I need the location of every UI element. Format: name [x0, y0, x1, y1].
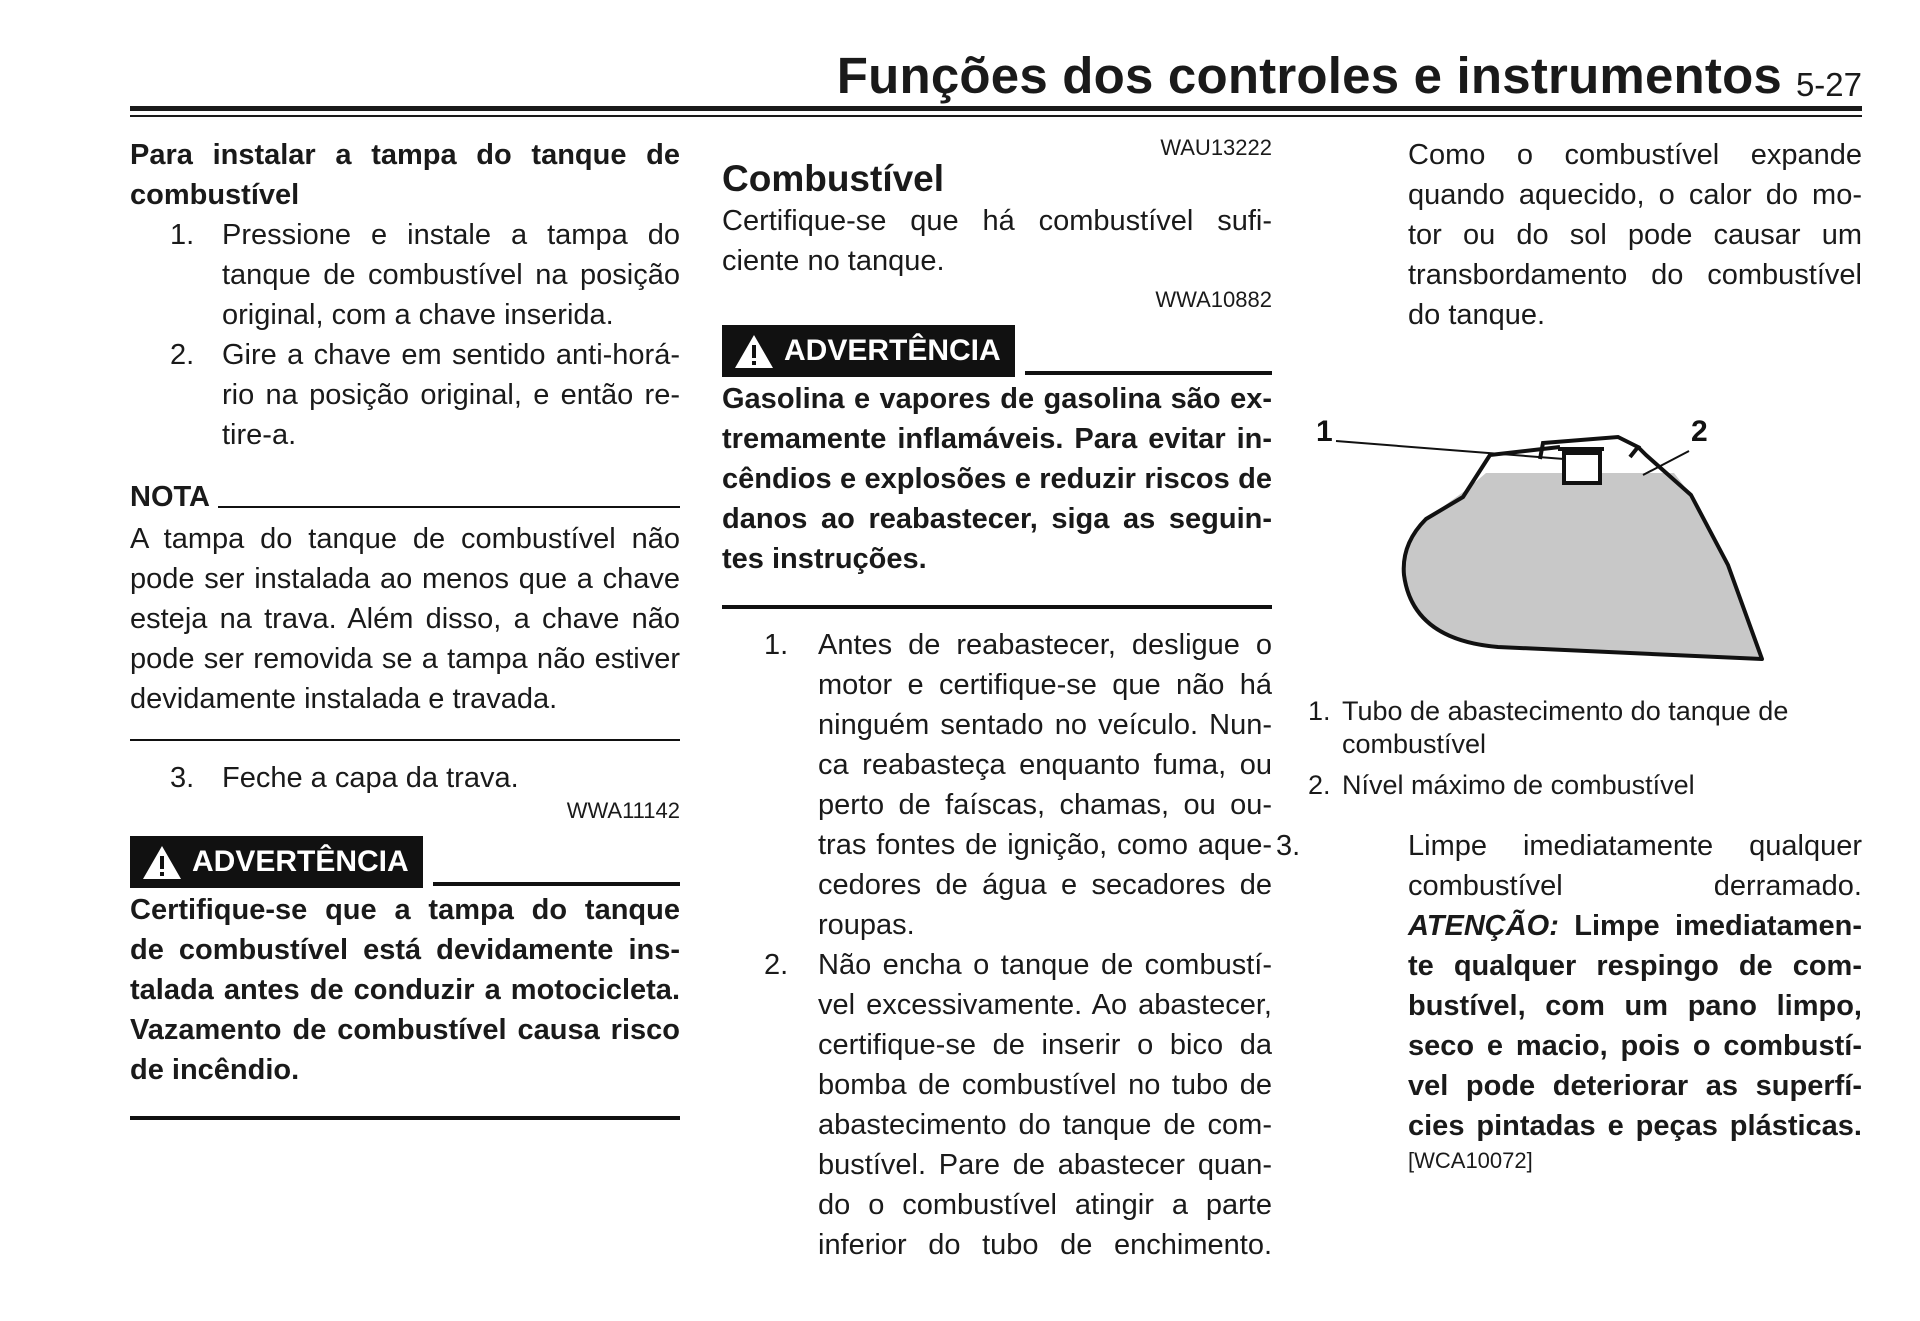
- header-rule-thin: [130, 115, 1862, 117]
- step-line: Antes de reabastecer, desligue o: [818, 629, 1272, 661]
- nota-line: esteja na trava. Além disso, a chave não: [130, 603, 680, 635]
- step-line: inferior do tubo de enchimento.: [818, 1229, 1272, 1261]
- install-step-1: [130, 215, 680, 335]
- step-line: Pressione e instale a tampa do: [222, 219, 680, 251]
- warning-line: Vazamento de combustível causa risco: [130, 1014, 680, 1046]
- install-step-2: [130, 335, 680, 455]
- step-line: Limpe imediatamente qualquer: [1408, 830, 1862, 862]
- figure-captions: [1308, 695, 1862, 802]
- warning-line: de combustível está devidamente ins-: [130, 934, 680, 966]
- figure-label-2: 2: [1691, 415, 1708, 448]
- step-line: do o combustível atingir a parte: [818, 1189, 1272, 1221]
- continued-text: [1316, 135, 1862, 335]
- warning-line: Certifique-se que a tampa do tanque: [130, 894, 680, 926]
- step-line: rio na posição original, e então re-: [222, 379, 680, 411]
- warning-rule: [433, 882, 680, 886]
- step-line: tanque de combustível na posição: [222, 259, 680, 291]
- figure-caption-1: [1308, 695, 1862, 761]
- attention-line: bustível, com um pano limpo,: [1408, 990, 1862, 1022]
- step-number: 1.: [764, 629, 789, 661]
- nota-line: pode ser removida se a tampa não estiver: [130, 643, 680, 675]
- step-number: 2.: [170, 339, 195, 371]
- install-heading-line: combustível: [130, 179, 300, 211]
- warning-triangle-icon: [734, 334, 774, 369]
- step-line: bomba de combustível no tubo de: [818, 1069, 1272, 1101]
- page-number: 5-27: [1795, 66, 1862, 103]
- step-line: original, com a chave inserida.: [222, 299, 614, 331]
- step-line: ca reabasteça enquanto fuma, ou: [818, 749, 1272, 781]
- warning-body: [130, 890, 680, 1090]
- step-line: perto de faíscas, chamas, ou ou-: [818, 789, 1272, 821]
- step-line: abastecimento do tanque de com-: [818, 1109, 1272, 1141]
- page-title: Funções dos controles e instrumentos: [836, 47, 1782, 104]
- warning-label: ADVERTÊNCIA: [784, 334, 1001, 367]
- column-middle: [722, 135, 1272, 1265]
- step-line: roupas.: [818, 909, 915, 941]
- fuel-step-2: [722, 945, 1272, 1265]
- step-line: ninguém sentado no veículo. Nun-: [818, 709, 1272, 741]
- step-line: vel excessivamente. Ao abastecer,: [818, 989, 1272, 1021]
- nota-rule: [218, 506, 680, 508]
- warning-rule: [1025, 371, 1272, 375]
- continued-line: transbordamento do combustível: [1408, 259, 1862, 291]
- step-line: Feche a capa da trava.: [222, 762, 519, 794]
- figure-label-1: 1: [1316, 415, 1333, 448]
- step-line: combustível derramado.: [1408, 870, 1862, 902]
- warning-line: tremamente inflamáveis. Para evitar in-: [722, 423, 1272, 455]
- step-line: bustível. Pare de abastecer quan-: [818, 1149, 1272, 1181]
- warning-triangle-icon: [142, 845, 182, 880]
- caption-number: 1.: [1308, 696, 1331, 726]
- attention-line: vel pode deteriorar as superfí-: [1408, 1070, 1862, 1102]
- attention-block: [1316, 906, 1862, 1146]
- attention-line: [1408, 906, 1862, 946]
- step-line: certifique-se de inserir o bico da: [818, 1029, 1272, 1061]
- attention-line: seco e macio, pois o combustí-: [1408, 1030, 1862, 1062]
- warning-body: [722, 379, 1272, 579]
- continued-line: tor ou do sol pode causar um: [1408, 219, 1862, 251]
- caption-line: Nível máximo de combustível: [1342, 770, 1695, 800]
- fuel-tank-figure: [1316, 335, 1862, 695]
- nota-label: NOTA: [130, 481, 211, 513]
- step-line: Não encha o tanque de combustí-: [818, 949, 1272, 981]
- reference-code: [WCA10072]: [1408, 1148, 1533, 1173]
- warning-line: Gasolina e vapores de gasolina são ex-: [722, 383, 1272, 415]
- warning-line: tes instruções.: [722, 543, 927, 575]
- warning-line: de incêndio.: [130, 1054, 300, 1086]
- step-line: cedores de água e secadores de: [818, 869, 1272, 901]
- step-number: 3.: [1276, 830, 1301, 862]
- caption-number: 2.: [1308, 770, 1331, 800]
- step-line: tire-a.: [222, 419, 297, 451]
- continued-line: do tanque.: [1408, 299, 1546, 331]
- warning-code: WWA10882: [1155, 287, 1272, 312]
- intro-line: Certifique-se que há combustível sufi-: [722, 205, 1272, 237]
- column-right: [1276, 135, 1863, 1176]
- attention-line: cies pintadas e peças plásticas.: [1408, 1110, 1862, 1142]
- warning-line: cêndios e explosões e reduzir riscos de: [722, 463, 1272, 495]
- step-number: 2.: [764, 949, 789, 981]
- step-line: tras fontes de ignição, como aque-: [818, 829, 1272, 861]
- warning-badge: [722, 325, 1015, 377]
- section-code: WAU13222: [1160, 135, 1272, 160]
- warning-code: WWA11142: [566, 798, 680, 823]
- step-number: 3.: [170, 762, 195, 794]
- figure-caption-2: [1308, 769, 1862, 802]
- header-rule-thick: [130, 106, 1862, 111]
- nota-body: [130, 519, 680, 719]
- attention-line: te qualquer respingo de com-: [1408, 950, 1862, 982]
- fuel-tank-illustration: [1316, 335, 1862, 695]
- caption-line: combustível: [1342, 729, 1487, 759]
- continued-line: Como o combustível expande: [1408, 139, 1862, 171]
- nota-line: pode ser instalada ao menos que a chave: [130, 563, 680, 595]
- warning-header: [130, 836, 680, 888]
- nota-header: [130, 477, 680, 517]
- warning-line: talada antes de conduzir a motocicleta.: [130, 974, 680, 1006]
- filler-tube: [1564, 453, 1600, 483]
- attention-label: ATENÇÃO:: [1408, 910, 1559, 942]
- step-line: Gire a chave em sentido anti-horá-: [222, 339, 680, 371]
- column-left: [130, 135, 680, 1120]
- step-number: 1.: [170, 219, 195, 251]
- caption-line: Tubo de abastecimento do tanque de: [1342, 696, 1789, 726]
- nota-line: devidamente instalada e travada.: [130, 683, 558, 715]
- install-step-3: [130, 758, 680, 798]
- warning-label: ADVERTÊNCIA: [192, 845, 409, 878]
- fuel-step-1: [722, 625, 1272, 945]
- continued-line: quando aquecido, o calor do mo-: [1408, 179, 1862, 211]
- warning-header: [722, 325, 1272, 377]
- warning-end-rule: [130, 1116, 680, 1120]
- fuel-step-3: [1276, 826, 1862, 906]
- step-line: motor e certifique-se que não há: [818, 669, 1272, 701]
- attention-first: Limpe imediatamen-: [1574, 910, 1863, 942]
- nota-line: A tampa do tanque de combustível não: [130, 523, 680, 555]
- warning-line: danos ao reabastecer, siga as seguin-: [722, 503, 1272, 535]
- warning-badge: [130, 836, 423, 888]
- intro-line: ciente no tanque.: [722, 245, 945, 277]
- install-heading-line: Para instalar a tampa do tanque de: [130, 139, 680, 171]
- section-title: Combustível: [722, 158, 945, 199]
